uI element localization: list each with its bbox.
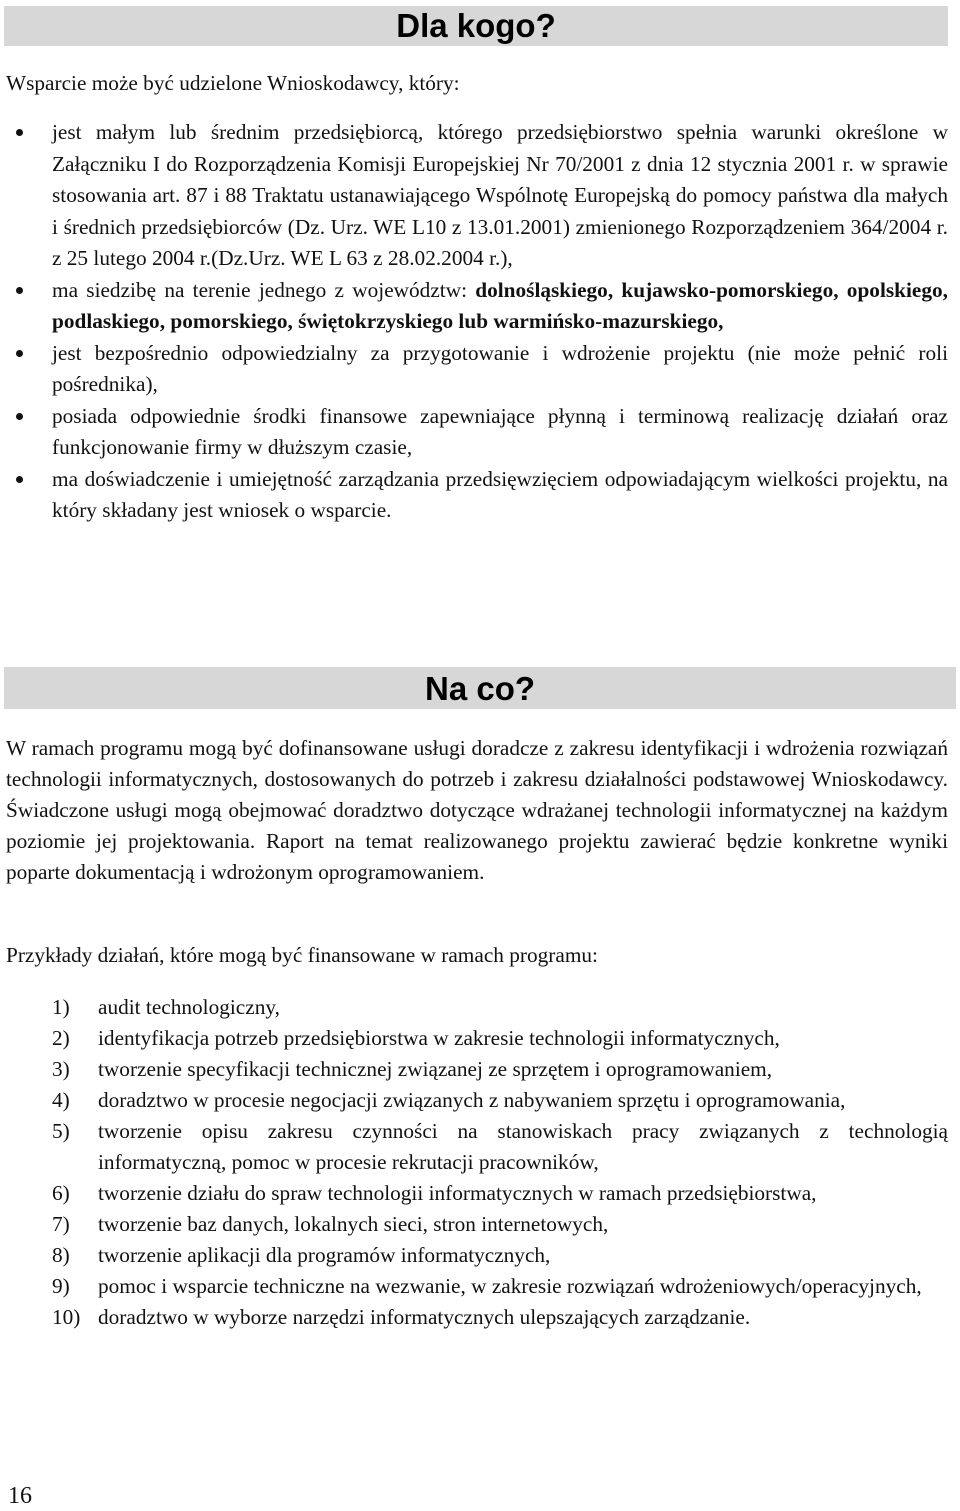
list-item-text: jest małym lub średnim przedsiębiorcą, którego przedsiębiorstwo spełnia warunki określone w Załączniku I do Rozporządzenia Komisji Europejskiej Nr 70/2001 z dnia 12 stycznia 2001 r. w sprawie stosowania art. 87 i 88 Traktatu ustanawiającego Wspólnotę Europejską do pomocy państwa dla małych i średnich przedsiębiorców (Dz. Urz. WE L10 z 13.01.2001) zmienionego Rozporządzeniem 364/2004 r. z 25 lutego 2004 r.(Dz.Urz. WE L 63 z 28.02.2004 r.), bbox=[52, 120, 948, 270]
list-item bbox=[6, 992, 948, 1023]
section-heading-na-co: Na co? bbox=[4, 667, 956, 709]
list-item-number: 5) bbox=[52, 1119, 70, 1143]
list-item-number: 3) bbox=[52, 1057, 70, 1081]
page-number: 16 bbox=[8, 1483, 32, 1509]
program-description: W ramach programu mogą być dofinansowane usługi doradcze z zakresu identyfikacji i wdrożenia rozwiązań technologii informatycznych, dostosowanych do potrzeb i zakresu działalności podstawowej Wnioskodawcy. Świadczone usługi mogą obejmować doradztwo dotyczące wdrażanej technologii informatycznej na każdym poziomie jej projektowania. Raport na temat realizowanego projektu zawierać będzie konkretne wyniki poparte dokumentacją i wdrożonym oprogramowaniem. bbox=[6, 736, 948, 884]
list-item-text: tworzenie baz danych, lokalnych sieci, stron internetowych, bbox=[98, 1212, 609, 1236]
section-heading-dla-kogo: Dla kogo? bbox=[4, 6, 948, 46]
list-item-number: 8) bbox=[52, 1243, 70, 1267]
list-item bbox=[6, 275, 948, 338]
bold-text: dolnośląskiego, kujawsko-pomorskiego, opolskiego, podlaskiego, pomorskiego, świętokrzyskiego lub warmińsko-mazurskiego, bbox=[52, 277, 948, 333]
eligibility-list bbox=[6, 117, 948, 527]
list-item bbox=[6, 1116, 948, 1178]
list-item bbox=[6, 338, 948, 401]
list-item-text: tworzenie aplikacji dla programów informatycznych, bbox=[98, 1243, 551, 1267]
list-item bbox=[6, 1302, 948, 1333]
intro-text: Wsparcie może być udzielone Wnioskodawcy, który: bbox=[6, 71, 460, 95]
list-item bbox=[6, 1178, 948, 1209]
list-item-number: 1) bbox=[52, 995, 70, 1019]
list-item-number: 9) bbox=[52, 1274, 70, 1298]
list-item bbox=[6, 1271, 948, 1302]
list-item-text: tworzenie opisu zakresu czynności na stanowiskach pracy związanych z technologią informatyczną, pomoc w procesie rekrutacji pracowników, bbox=[98, 1119, 948, 1174]
list-item-text: jest bezpośrednio odpowiedzialny za przygotowanie i wdrożenie projektu (nie może pełnić roli pośrednika), bbox=[52, 340, 948, 396]
list-item bbox=[6, 1240, 948, 1271]
list-item-text: doradztwo w procesie negocjacji związanych z nabywaniem sprzętu i oprogramowania, bbox=[98, 1088, 846, 1112]
list-item-text: posiada odpowiednie środki finansowe zapewniające płynną i terminową realizację działań oraz funkcjonowanie firmy w dłuższym czasie, bbox=[52, 403, 948, 459]
bullet-icon bbox=[16, 413, 23, 420]
bullet-icon bbox=[16, 287, 23, 294]
list-item bbox=[6, 401, 948, 464]
list-item-number: 4) bbox=[52, 1088, 70, 1112]
list-item-text: ma doświadczenie i umiejętność zarządzania przedsięwzięciem odpowiadającym wielkości projektu, na który składany jest wniosek o wsparcie. bbox=[52, 466, 948, 522]
bullet-icon bbox=[16, 476, 23, 483]
bullet-icon bbox=[16, 129, 23, 136]
list-item-text: doradztwo w wyborze narzędzi informatycznych ulepszających zarządzanie. bbox=[98, 1305, 751, 1329]
list-item-number: 6) bbox=[52, 1181, 70, 1205]
bullet-icon bbox=[16, 350, 23, 357]
examples-list bbox=[6, 992, 948, 1333]
list-item-number: 2) bbox=[52, 1026, 70, 1050]
list-item bbox=[6, 1085, 948, 1116]
list-item bbox=[6, 117, 948, 275]
list-item bbox=[6, 1209, 948, 1240]
list-item-text: pomoc i wsparcie techniczne na wezwanie, w zakresie rozwiązań wdrożeniowych/operacyjnych, bbox=[98, 1274, 922, 1298]
list-item bbox=[6, 464, 948, 527]
list-item bbox=[6, 1023, 948, 1054]
list-item-text: ma siedzibę na terenie jednego z województw: bbox=[52, 277, 476, 302]
list-item-text: identyfikacja potrzeb przedsiębiorstwa w zakresie technologii informatycznych, bbox=[98, 1026, 780, 1050]
list-item-number: 10) bbox=[52, 1305, 81, 1329]
list-item-text: tworzenie działu do spraw technologii informatycznych w ramach przedsiębiorstwa, bbox=[98, 1181, 817, 1205]
list-item-text: tworzenie specyfikacji technicznej związanej ze sprzętem i oprogramowaniem, bbox=[98, 1057, 773, 1081]
list-item-text: audit technologiczny, bbox=[98, 995, 280, 1019]
examples-intro: Przykłady działań, które mogą być finansowane w ramach programu: bbox=[6, 943, 598, 967]
list-item bbox=[6, 1054, 948, 1085]
list-item-number: 7) bbox=[52, 1212, 70, 1236]
